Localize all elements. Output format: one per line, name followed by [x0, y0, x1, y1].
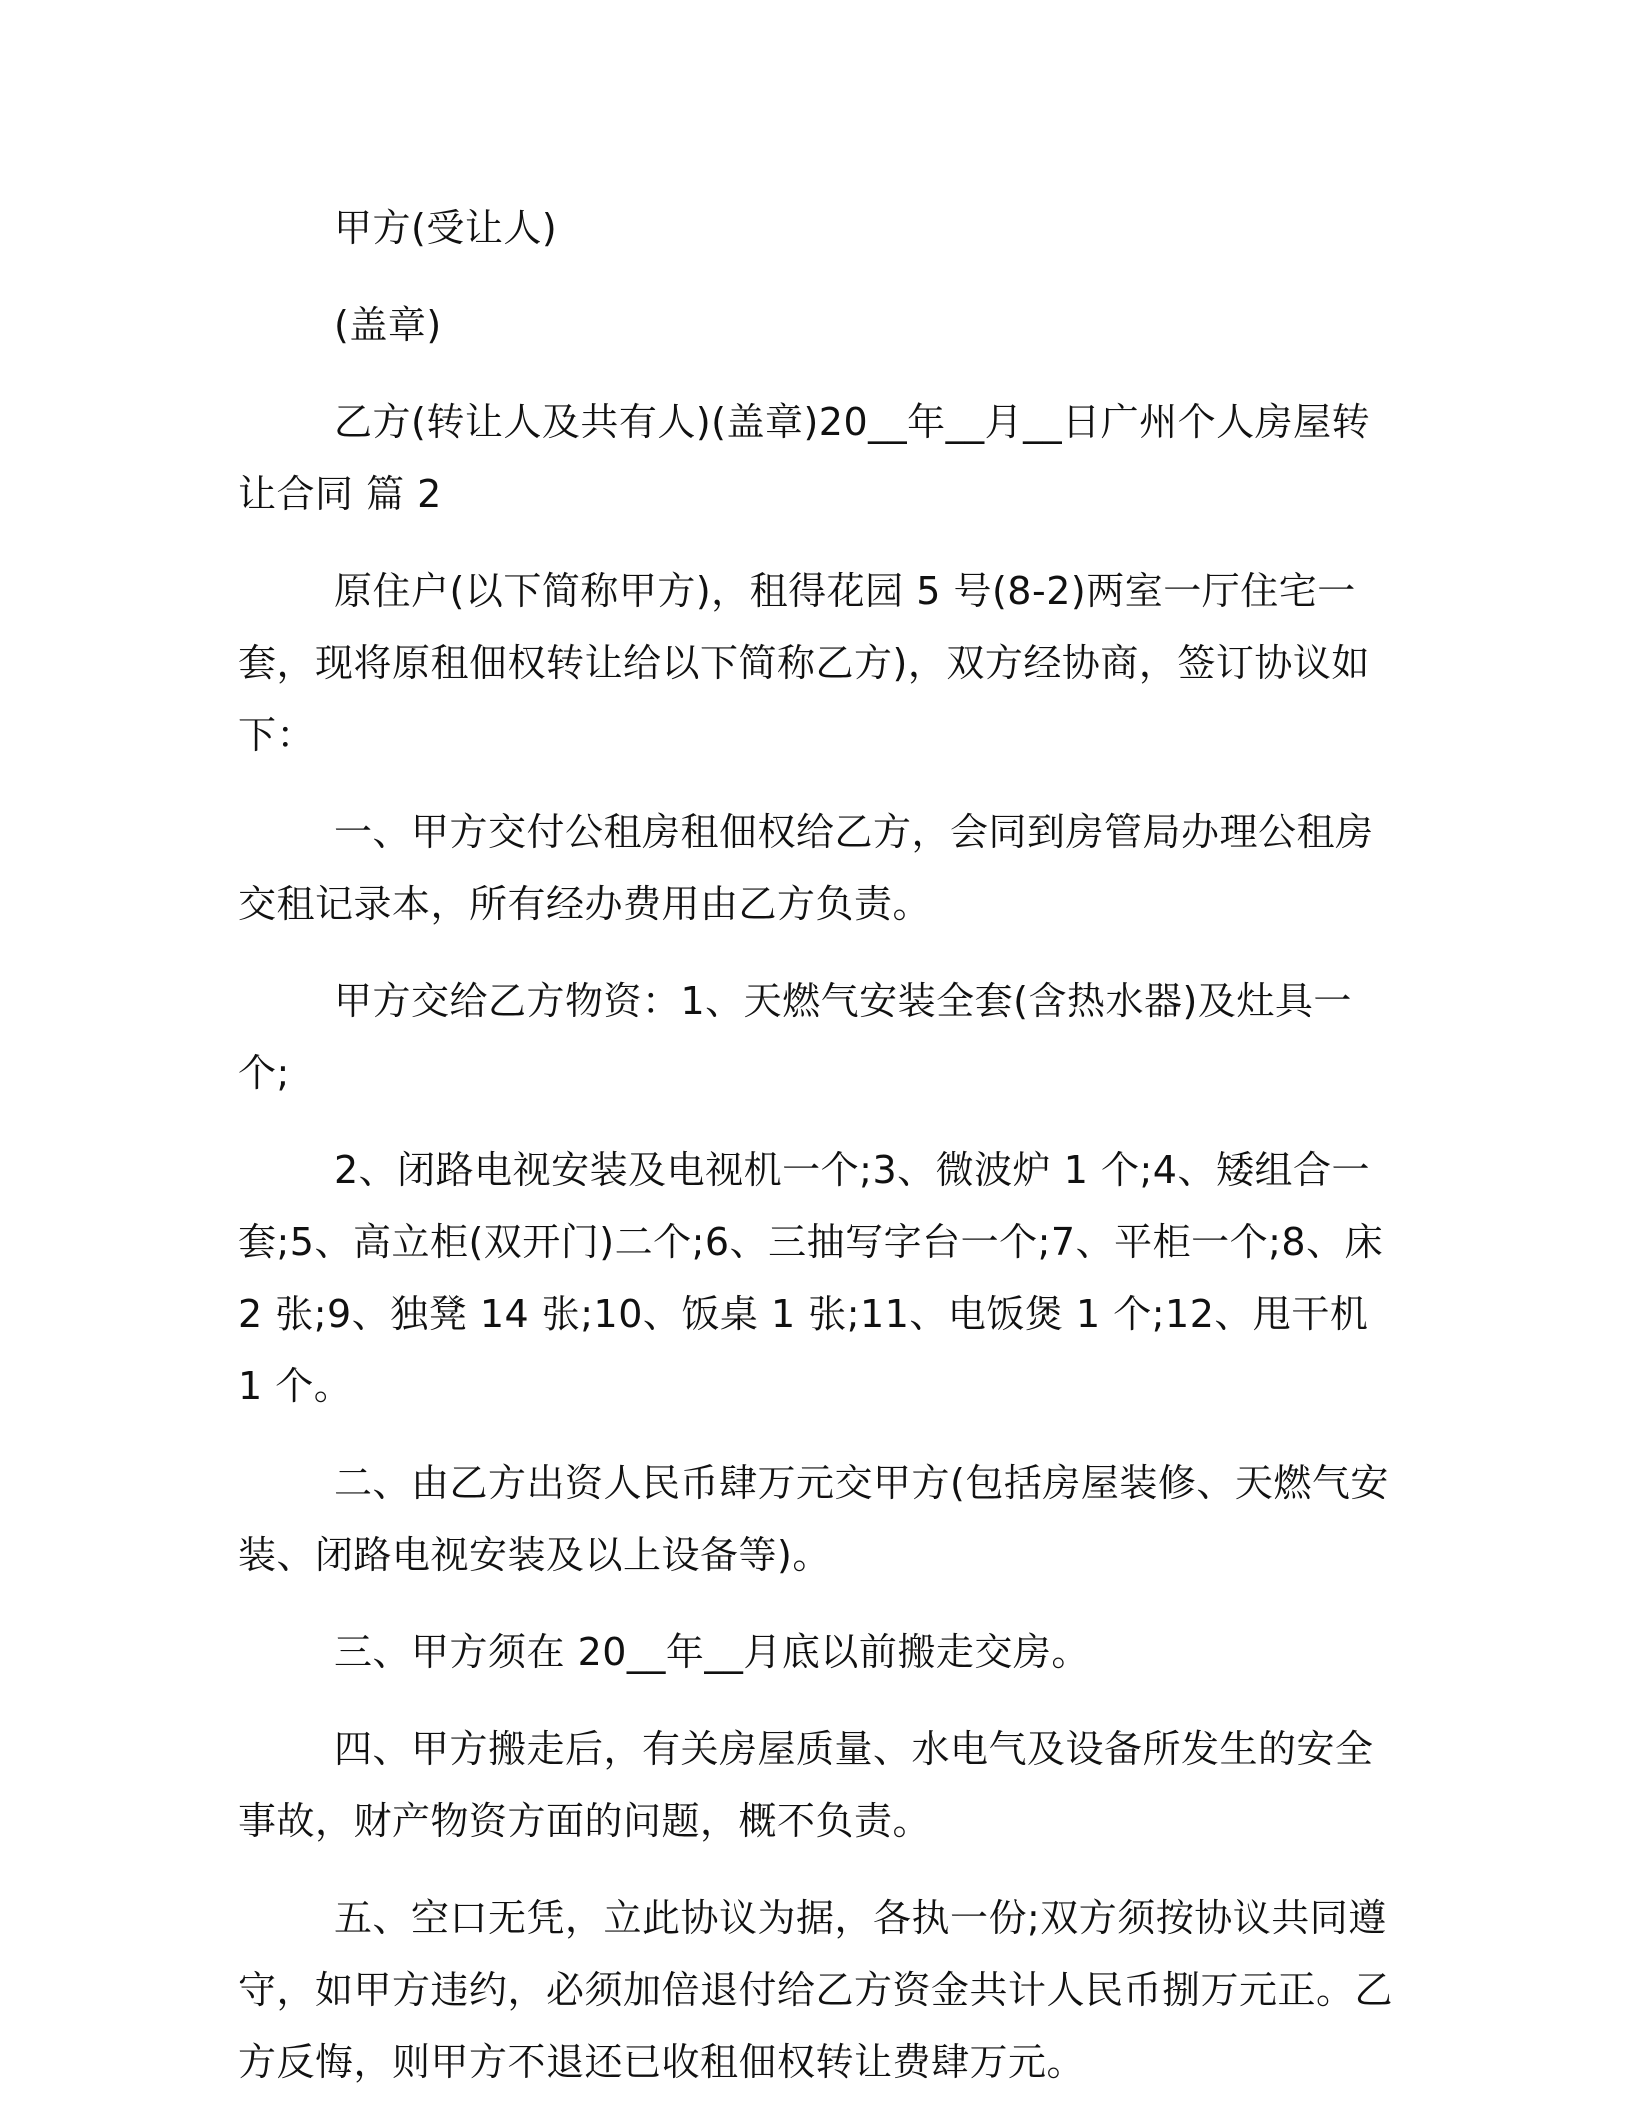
- paragraph-clause-4: 四、甲方搬走后，有关房屋质量、水电气及设备所发生的安全事故，财产物资方面的问题，概不负责。: [238, 1727, 1374, 1843]
- paragraph-intro: 原住户(以下简称甲方)，租得花园 5 号(8-2)两室一厅住宅一套，现将原租佃权转让给以下简称乙方)，双方经协商，签订协议如下：: [238, 569, 1370, 757]
- paragraph-clause-1: 一、甲方交付公租房租佃权给乙方，会同到房管局办理公租房交租记录本，所有经办费用由乙方负责。: [238, 810, 1374, 926]
- paragraph-seal-a: (盖章): [334, 303, 442, 347]
- paragraph-goods-list-start: 甲方交给乙方物资：1、天燃气安装全套(含热水器)及灶具一个;: [238, 979, 1352, 1095]
- paragraph-clause-5: 五、空口无凭，立此协议为据，各执一份;双方须按协议共同遵守，如甲方违约，必须加倍退付给乙方资金共计人民币捌万元正。乙方反悔，则甲方不退还已收租佃权转让费肆万元。: [238, 1896, 1394, 2084]
- paragraph-clause-3: 三、甲方须在 20__年__月底以前搬走交房。: [334, 1630, 1090, 1674]
- paragraph-clause-2: 二、由乙方出资人民币肆万元交甲方(包括房屋装修、天燃气安装、闭路电视安装及以上设备等)。: [238, 1461, 1389, 1577]
- paragraph-goods-list: 2、闭路电视安装及电视机一个;3、微波炉 1 个;4、矮组合一套;5、高立柜(双开门)二个;6、三抽写字台一个;7、平柜一个;8、床 2 张;9、独凳 14 张;10、饭桌 1 张;11、电饭煲 1 个;12、甩干机 1 个。: [238, 1148, 1384, 1408]
- document-body: [238, 192, 1398, 2123]
- paragraph-party-a-assignee: 甲方(受让人): [334, 206, 558, 250]
- paragraph-party-b-signature: 乙方(转让人及共有人)(盖章)20__年__月__日广州个人房屋转让合同 篇 2: [238, 400, 1371, 516]
